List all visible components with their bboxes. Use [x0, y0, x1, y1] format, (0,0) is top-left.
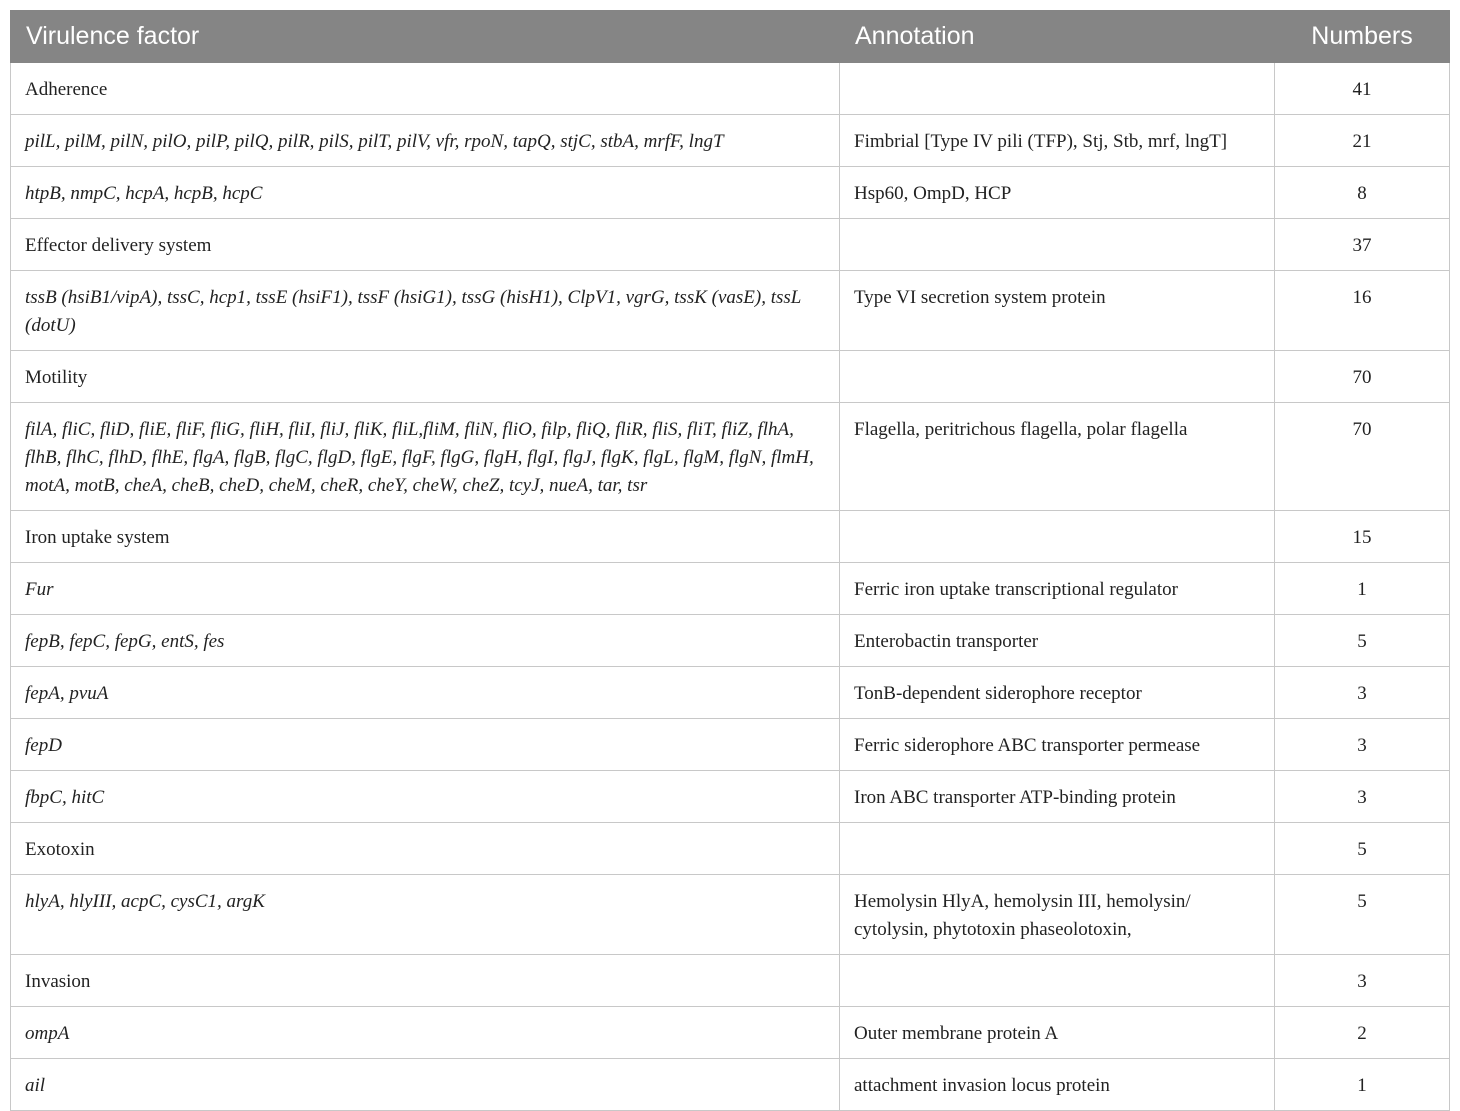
annotation-cell — [840, 63, 1275, 115]
header-virulence-factor: Virulence factor — [11, 11, 840, 63]
gene-list-cell: fbpC, hitC — [11, 771, 840, 823]
number-cell: 70 — [1275, 403, 1450, 511]
annotation-cell: TonB-dependent siderophore receptor — [840, 667, 1275, 719]
table-row-genes — [11, 615, 1450, 667]
number-cell: 41 — [1275, 63, 1450, 115]
table-row-genes — [11, 719, 1450, 771]
number-cell: 21 — [1275, 115, 1450, 167]
category-cell: Effector delivery system — [11, 219, 840, 271]
annotation-cell: Ferric iron uptake transcriptional regulator — [840, 563, 1275, 615]
number-cell: 3 — [1275, 955, 1450, 1007]
gene-list-cell: filA, fliC, fliD, fliE, fliF, fliG, fliH, fliI, fliJ, fliK, fliL,fliM, fliN, fliO, filp, fliQ, fliR, fliS, fliT, fliZ, flhA, flhB, flhC, flhD, flhE, flgA, flgB, flgC, flgD, flgE, flgF, flgG, flgH, flgI, flgJ, flgK, flgL, flgM, flgN, flmH, motA, motB, cheA, cheB, cheD, cheM, cheR, cheY, cheW, cheZ, tcyJ, nueA, tar, tsr — [11, 403, 840, 511]
gene-list-cell: htpB, nmpC, hcpA, hcpB, hcpC — [11, 167, 840, 219]
annotation-cell: Hemolysin HlyA, hemolysin III, hemolysin/ cytolysin, phytotoxin phaseolotoxin, — [840, 875, 1275, 955]
table-row-category — [11, 511, 1450, 563]
number-cell: 70 — [1275, 351, 1450, 403]
gene-list-cell: hlyA, hlyIII, acpC, cysC1, argK — [11, 875, 840, 955]
table-body — [11, 63, 1450, 1111]
number-cell: 5 — [1275, 823, 1450, 875]
table-row-genes — [11, 1007, 1450, 1059]
gene-list-cell: fepA, pvuA — [11, 667, 840, 719]
category-cell: Motility — [11, 351, 840, 403]
gene-list-cell: fepB, fepC, fepG, entS, fes — [11, 615, 840, 667]
annotation-cell: attachment invasion locus protein — [840, 1059, 1275, 1111]
annotation-cell — [840, 511, 1275, 563]
annotation-cell — [840, 351, 1275, 403]
virulence-factor-table — [10, 10, 1450, 1111]
number-cell: 1 — [1275, 1059, 1450, 1111]
gene-list-cell: ompA — [11, 1007, 840, 1059]
annotation-cell: Enterobactin transporter — [840, 615, 1275, 667]
number-cell: 15 — [1275, 511, 1450, 563]
annotation-cell: Iron ABC transporter ATP-binding protein — [840, 771, 1275, 823]
number-cell: 3 — [1275, 771, 1450, 823]
table-row-genes — [11, 1059, 1450, 1111]
annotation-cell: Type VI secretion system protein — [840, 271, 1275, 351]
table-row-genes — [11, 403, 1450, 511]
table-row-genes — [11, 563, 1450, 615]
annotation-cell: Hsp60, OmpD, HCP — [840, 167, 1275, 219]
table-row-category — [11, 351, 1450, 403]
table-row-genes — [11, 167, 1450, 219]
number-cell: 8 — [1275, 167, 1450, 219]
annotation-cell: Outer membrane protein A — [840, 1007, 1275, 1059]
category-cell: Exotoxin — [11, 823, 840, 875]
number-cell: 3 — [1275, 667, 1450, 719]
gene-list-cell: ail — [11, 1059, 840, 1111]
gene-list-cell: fepD — [11, 719, 840, 771]
gene-list-cell: tssB (hsiB1/vipA), tssC, hcp1, tssE (hsiF1), tssF (hsiG1), tssG (hisH1), ClpV1, vgrG, tssK (vasE), tssL (dotU) — [11, 271, 840, 351]
table-row-category — [11, 823, 1450, 875]
table-row-genes — [11, 271, 1450, 351]
number-cell: 1 — [1275, 563, 1450, 615]
table-row-category — [11, 219, 1450, 271]
number-cell: 5 — [1275, 615, 1450, 667]
gene-list-cell: Fur — [11, 563, 840, 615]
category-cell: Adherence — [11, 63, 840, 115]
table-row-category — [11, 955, 1450, 1007]
number-cell: 2 — [1275, 1007, 1450, 1059]
number-cell: 37 — [1275, 219, 1450, 271]
table-header-row — [11, 11, 1450, 63]
number-cell: 16 — [1275, 271, 1450, 351]
annotation-cell — [840, 219, 1275, 271]
table-row-genes — [11, 875, 1450, 955]
annotation-cell: Flagella, peritrichous flagella, polar flagella — [840, 403, 1275, 511]
gene-list-cell: pilL, pilM, pilN, pilO, pilP, pilQ, pilR, pilS, pilT, pilV, vfr, rpoN, tapQ, stjC, stbA, mrfF, lngT — [11, 115, 840, 167]
table-row-category — [11, 63, 1450, 115]
table-row-genes — [11, 667, 1450, 719]
header-annotation: Annotation — [840, 11, 1275, 63]
annotation-cell: Fimbrial [Type IV pili (TFP), Stj, Stb, mrf, lngT] — [840, 115, 1275, 167]
table-row-genes — [11, 115, 1450, 167]
category-cell: Iron uptake system — [11, 511, 840, 563]
category-cell: Invasion — [11, 955, 840, 1007]
table-row-genes — [11, 771, 1450, 823]
annotation-cell: Ferric siderophore ABC transporter permease — [840, 719, 1275, 771]
header-numbers: Numbers — [1275, 11, 1450, 63]
annotation-cell — [840, 823, 1275, 875]
number-cell: 3 — [1275, 719, 1450, 771]
annotation-cell — [840, 955, 1275, 1007]
number-cell: 5 — [1275, 875, 1450, 955]
